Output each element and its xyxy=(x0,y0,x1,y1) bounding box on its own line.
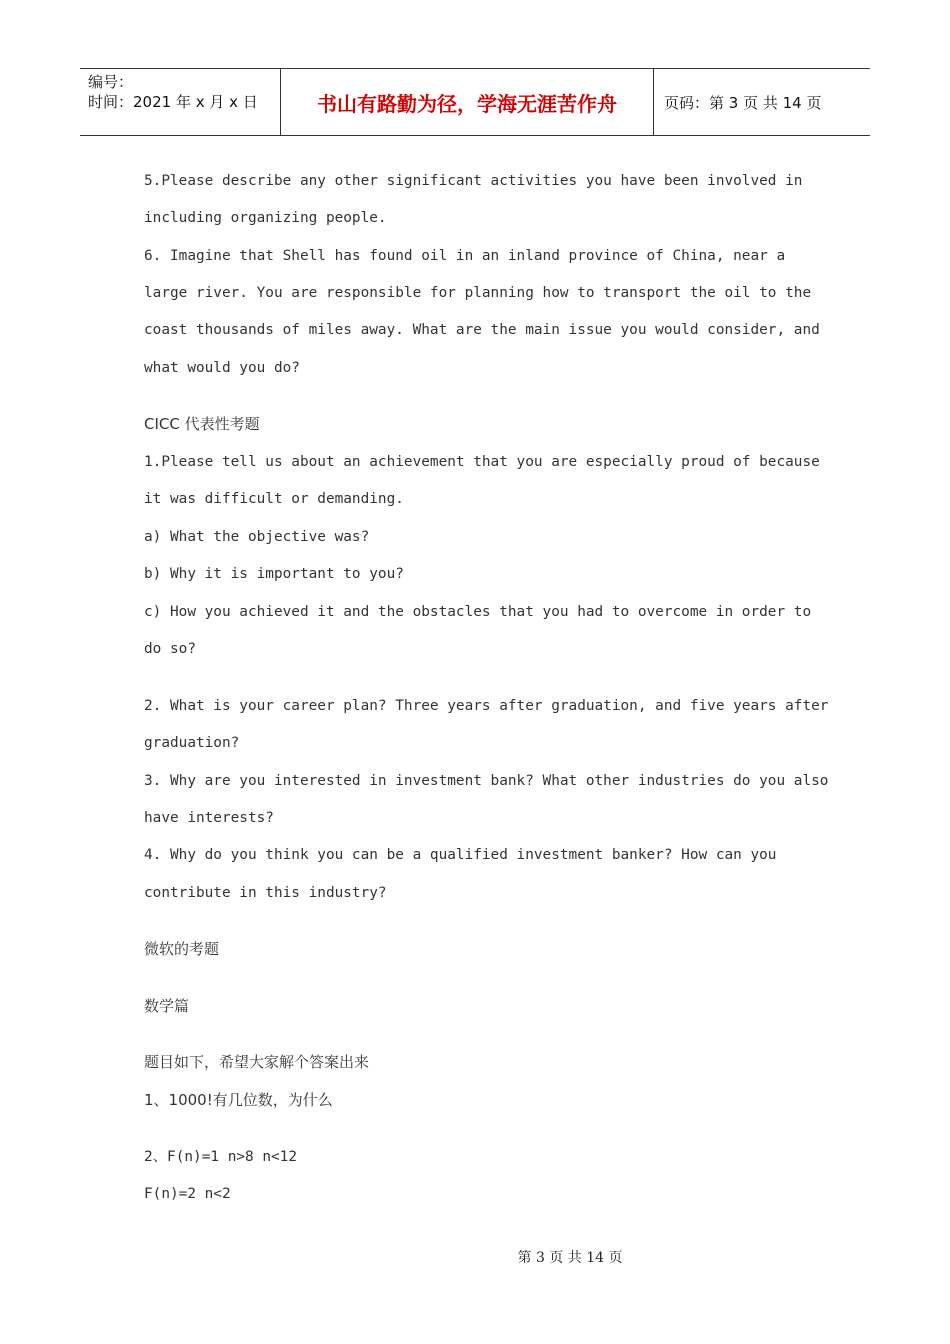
body-line: coast thousands of miles away. What are the main issue you would consider, and xyxy=(144,322,820,338)
body-line: it was difficult or demanding. xyxy=(144,491,404,507)
body-line: 6. Imagine that Shell has found oil in an inland province of China, near a xyxy=(144,248,786,264)
header-page-code: 页码：第 3 页 共 14 页 xyxy=(664,93,822,112)
date-label: 时间：2021 年 x 月 x 日 xyxy=(88,93,258,111)
body-line: a) What the objective was? xyxy=(144,529,370,545)
section-heading-cicc: CICC 代表性考题 xyxy=(144,415,260,433)
body-line: contribute in this industry? xyxy=(144,885,387,901)
header-motto: 书山有路勤为径，学海无涯苦作舟 xyxy=(281,69,654,135)
number-label: 编号： xyxy=(88,73,134,91)
body-line: large river. You are responsible for planning how to transport the oil to the xyxy=(144,285,812,301)
body-line: including organizing people. xyxy=(144,210,387,226)
body-line: b) Why it is important to you? xyxy=(144,566,404,582)
section-heading-microsoft: 微软的考题 xyxy=(144,940,220,958)
body-line: 1.Please tell us about an achievement that you are especially proud of because xyxy=(144,454,820,470)
section-heading-math: 数学篇 xyxy=(144,997,190,1015)
body-line: graduation? xyxy=(144,735,240,751)
body-line: c) How you achieved it and the obstacles that you had to overcome in order to xyxy=(144,604,812,620)
body-line: what would you do? xyxy=(144,360,300,376)
body-line: F(n)=2 n<2 xyxy=(144,1186,231,1202)
body-line: 5.Please describe any other significant activities you have been involved in xyxy=(144,173,803,189)
body-line: 3. Why are you interested in investment bank? What other industries do you also xyxy=(144,773,829,789)
body-line: 2. What is your career plan? Three years after graduation, and five years after xyxy=(144,698,829,714)
body-line: do so? xyxy=(144,641,196,657)
page-footer: 第 3 页 共 14 页 xyxy=(517,1250,623,1266)
body-line: have interests? xyxy=(144,810,274,826)
body-line: 1、1000!有几位数，为什么 xyxy=(144,1091,333,1109)
header-meta-cell xyxy=(80,69,281,135)
page-header xyxy=(80,68,870,136)
body-line: 2、F(n)=1 n>8 n<12 xyxy=(144,1149,298,1165)
body-line: 4. Why do you think you can be a qualified investment banker? How can you xyxy=(144,847,777,863)
body-line: 题目如下，希望大家解个答案出来 xyxy=(144,1053,370,1071)
